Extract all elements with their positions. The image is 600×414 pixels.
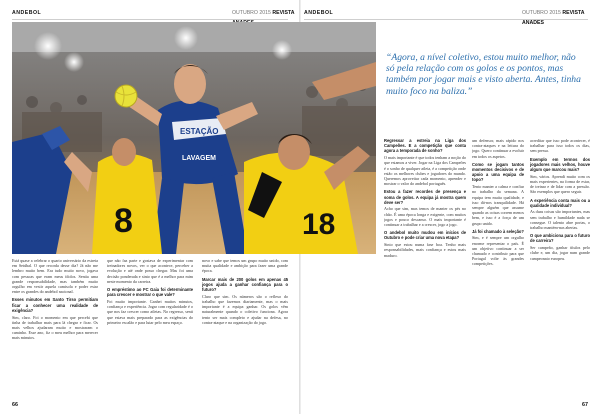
- body-paragraph: Sinto que estou numa fase boa. Tenho mais responsabilidades, mais confiança e estou mais maduro.: [384, 242, 466, 258]
- left-body-columns: [12, 258, 288, 394]
- photo-illustration: [12, 22, 376, 254]
- interview-question: A experiência conta mais ou a qualidade individual?: [530, 197, 590, 208]
- body-paragraph: Está quase a celebrar o quarto aniversário da estreia em Setúbal. O que recorda desse dia? Já não me lembro muito bem. Era tudo muito novo, jogava com pessoas que eram meus ídolos. Sentia uma grande responsabilidade, mas também muito orgulho em vestir aquela camisola e poder estar entre os grandes do andebol nacional.: [12, 258, 98, 295]
- interview-question: Estou a fazer recordes de presença e soma de golos. A equipa já mostra quem deve ser?: [384, 189, 466, 205]
- shirt-sponsor-text: ESTAÇÃO: [180, 127, 219, 136]
- header-rule-right: [304, 19, 588, 20]
- interview-question: O andebol muito mudou em inícios de Outubro e pode criar uma nova etapa?: [384, 230, 466, 241]
- running-header-section-right: ANDEBOL: [304, 10, 334, 16]
- interview-question: Marcar mais de 200 golos em apenas 45 jogos ajuda a ganhar confiança para o futuro?: [202, 276, 288, 293]
- left-col-1: [12, 258, 98, 394]
- shirt-number-left: 8: [114, 202, 133, 240]
- interview-question: O empréstimo ao FC Gaia foi determinante para crescer e mostrar o que vale?: [107, 287, 193, 298]
- handball-action-photo: [12, 22, 376, 254]
- running-header-issue-right: OUTUBRO 2015 REVISTA ANADÉS: [522, 10, 585, 26]
- interview-question: Como se jogam tantos momentos decisivos e de apoio a uma equipa de topo?: [472, 161, 524, 183]
- interview-question: Exemplo em termos dos jogadores mais velhos, houve algum que marcou mais?: [530, 156, 590, 173]
- arena-light: [34, 32, 62, 60]
- header-rule: [12, 19, 288, 20]
- body-paragraph: Claro que sim. Os números são o reflexo do trabalho que fazemos diariamente, mas o mais importante é a equipa ganhar. Os golos vêm naturalmente quando o coletivo funciona. Agora tento ser mais completo e ajudar na defesa, no contra-ataque e na organização do jogo.: [202, 293, 288, 325]
- arena-light: [64, 52, 84, 72]
- right-col-2: [472, 138, 524, 394]
- right-body-columns: [384, 138, 590, 394]
- body-paragraph: Sim, vários. Aprendi muito com os mais experientes, na forma de estar, de treinar e de lidar com a pressão. São exemplos que quero seguir.: [530, 173, 590, 195]
- interview-question: O que ambiciona para o futuro de carreira?: [530, 233, 590, 244]
- page-number-right: 67: [582, 402, 588, 408]
- shirt-sponsor-text-2: LAVAGEM: [182, 155, 216, 162]
- pull-quote: “Agora, a nível coletivo, estou muito melhor, não só pela relação com os golos e os pontos, mas também por jogar mais e visto aberta. Antes, tinha muito foco na baliza.”: [386, 52, 581, 97]
- body-paragraph: acreditar que isso pode acontecer, é trabalhar para isso todos os dias, sem pressa.: [530, 138, 590, 154]
- arena-light: [174, 26, 198, 50]
- page-number-left: 66: [12, 402, 18, 408]
- body-paragraph: Sim, e é sempre um orgulho enorme representar o país. É um objetivo continuar a ser chamado e contribuir para que Portugal volte às grandes competições.: [472, 235, 524, 267]
- body-paragraph: um defensor, mais rápido nos contra-ataques e na leitura do jogo. Quero continuar a evoluir em todos os aspetos.: [472, 138, 524, 159]
- body-paragraph: As duas coisas são importantes, mas sem trabalho e humildade nada se consegue. O talento abre portas, o trabalho mantém-nas abertas.: [530, 209, 590, 231]
- arena-light: [272, 40, 292, 60]
- running-header-issue: OUTUBRO 2015 REVISTA: [232, 10, 295, 16]
- body-paragraph: O mais importante é que todos tenham a noção do que estamos a viver. Jogar na Liga dos Campeões é o sonho de qualquer atleta, é a competição onde estão os melhores clubes e jogadores do mundo. Queremos aproveitar cada momento, aprender e mostrar o valor do andebol português.: [384, 155, 466, 187]
- body-paragraph: Acho que sim, mas temos de manter os pés no chão. É uma época longa e exigente, com muitos jogos e pouco descanso. O mais importante é continuar a trabalhar e a crescer, jogo a jogo.: [384, 206, 466, 228]
- interview-question: Já foi chamado à seleção?: [472, 228, 524, 234]
- right-col-3: [530, 138, 590, 394]
- interview-question: Regressar a estreia na Liga dos Campeões. E a competição que conta agora a temporada de sonho?: [384, 138, 466, 154]
- body-paragraph: Tento manter a calma e confiar no trabalho da semana. A equipa tem muita qualidade, e isso dá-nos tranquilidade. Há sempre alguém que assume quando as coisas correm menos bem, e isso é a força de um grupo unido.: [472, 184, 524, 226]
- left-col-2: [107, 258, 193, 394]
- body-paragraph: que não faz parte e gostava de experimentar com treinadores novos, ver o que acontece, perceber a evolução e até onde posso chegar. Mas foi uma decisão ponderada e sinto que é a melhor para mim neste momento da carreira.: [107, 258, 193, 284]
- player-head: [174, 64, 206, 104]
- body-paragraph: Ser campeão, ganhar títulos pelo clube e, um dia, jogar num grande campeonato europeu.: [530, 245, 590, 261]
- body-paragraph: Sim, claro. Foi o momento em que percebi que tinha de trabalhar mais para lá chegar e ficar. Os mais velhos ajudaram muito e mostraram o caminho. Esse ano, fiz o meu melhor para merecer mais minutos.: [12, 314, 98, 341]
- handball-ball: [115, 85, 137, 107]
- right-col-1: [384, 138, 466, 394]
- body-paragraph: Foi muito importante. Ganhei muitos minutos, confiança e experiência. Jogar com regularidade é o que nos faz crescer como atletas. No regresso, senti que estava mais preparado para as exigências do primeiro escalão e para lutar pelo meu espaço.: [107, 298, 193, 325]
- left-col-3: [202, 258, 288, 394]
- interview-question: Esses minutos em Santo Tirso permitiam ficar a conhecer uma realidade de exigência?: [12, 297, 98, 313]
- body-paragraph: novo e sabe que temos um grupo muito unido, com muita qualidade e ambição para fazer uma grande época.: [202, 258, 288, 274]
- shirt-number-right: 18: [302, 208, 336, 241]
- running-header-section: ANDEBOL: [12, 10, 42, 16]
